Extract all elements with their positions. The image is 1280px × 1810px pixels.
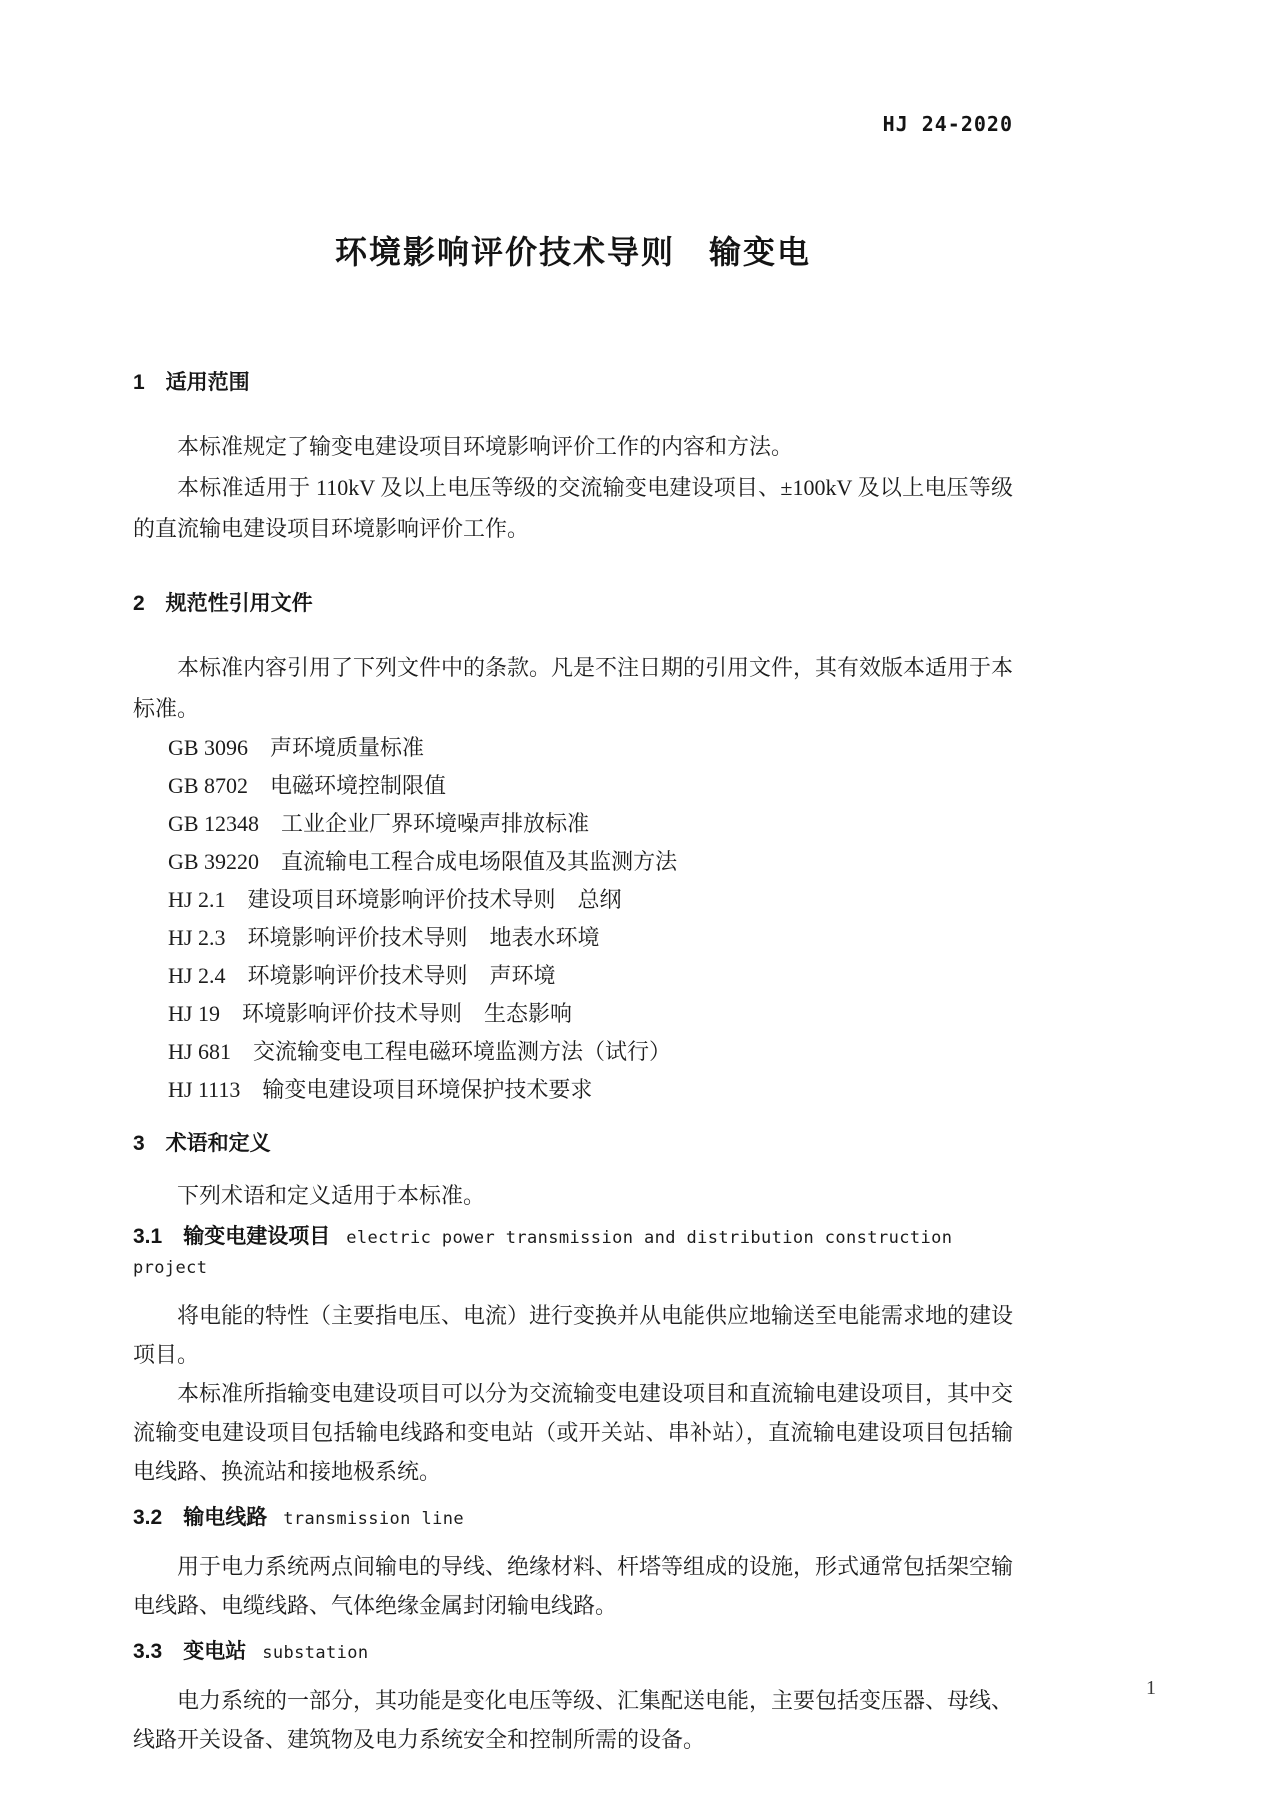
reference-item: GB 3096 声环境质量标准 bbox=[168, 735, 425, 760]
term-title-en: substation bbox=[262, 1643, 369, 1663]
reference-item: HJ 19 环境影响评价技术导则 生态影响 bbox=[168, 1001, 572, 1026]
section-normative-references bbox=[133, 589, 1013, 1109]
document-title: 环境影响评价技术导则 输变电 bbox=[334, 234, 811, 270]
term-definition bbox=[133, 1637, 1013, 1759]
page-number: 1 bbox=[1146, 1677, 1156, 1699]
term-title-zh: 3.3 变电站 bbox=[133, 1640, 247, 1663]
reference-item: HJ 2.1 建设项目环境影响评价技术导则 总纲 bbox=[168, 887, 622, 912]
paragraph: 本标准所指输变电建设项目可以分为交流输变电建设项目和直流输电建设项目，其中交流输变电建设项目包括输电线路和变电站（或开关站、串补站），直流输电建设项目包括输电线路、换流站和接地极系统。 bbox=[133, 1381, 1014, 1484]
reference-item: GB 12348 工业企业厂界环境噪声排放标准 bbox=[168, 811, 590, 836]
paragraph: 下列术语和定义适用于本标准。 bbox=[177, 1183, 486, 1208]
term-definition bbox=[133, 1503, 1013, 1625]
paragraph: 本标准规定了输变电建设项目环境影响评价工作的内容和方法。 bbox=[177, 434, 794, 459]
term-title-en: electric power transmission and distribution construction project bbox=[133, 1228, 953, 1278]
term-definition bbox=[133, 1222, 1013, 1491]
section-scope bbox=[133, 368, 1013, 549]
section-heading: 1 适用范围 bbox=[133, 371, 250, 394]
paragraph: 电力系统的一部分，其功能是变化电压等级、汇集配送电能，主要包括变压器、母线、线路开关设备、建筑物及电力系统安全和控制所需的设备。 bbox=[133, 1688, 1014, 1752]
standard-number: HJ 24-2020 bbox=[882, 112, 1013, 136]
term-heading bbox=[133, 1637, 1013, 1667]
paragraph: 本标准内容引用了下列文件中的条款。凡是不注日期的引用文件，其有效版本适用于本标准。 bbox=[133, 655, 1014, 721]
term-heading bbox=[133, 1222, 1013, 1282]
term-title-en: transmission line bbox=[283, 1509, 464, 1529]
content-area bbox=[133, 0, 1013, 1759]
reference-item: HJ 1113 输变电建设项目环境保护技术要求 bbox=[168, 1077, 593, 1102]
reference-item: GB 8702 电磁环境控制限值 bbox=[168, 773, 447, 798]
reference-item: HJ 681 交流输变电工程电磁环境监测方法（试行） bbox=[168, 1039, 671, 1064]
section-heading: 2 规范性引用文件 bbox=[133, 592, 313, 615]
reference-item: HJ 2.3 环境影响评价技术导则 地表水环境 bbox=[168, 925, 600, 950]
references-list bbox=[133, 729, 1013, 1109]
paragraph: 本标准适用于 110kV 及以上电压等级的交流输变电建设项目、±100kV 及以上电压等级的直流输电建设项目环境影响评价工作。 bbox=[133, 475, 1013, 541]
paragraph: 用于电力系统两点间输电的导线、绝缘材料、杆塔等组成的设施，形式通常包括架空输电线路、电缆线路、气体绝缘金属封闭输电线路。 bbox=[133, 1554, 1014, 1618]
paragraph: 将电能的特性（主要指电压、电流）进行变换并从电能供应地输送至电能需求地的建设项目。 bbox=[133, 1303, 1014, 1367]
term-heading bbox=[133, 1503, 1013, 1533]
section-heading: 3 术语和定义 bbox=[133, 1132, 271, 1155]
term-title-zh: 3.1 输变电建设项目 bbox=[133, 1225, 331, 1248]
section-terms-definitions bbox=[133, 1129, 1013, 1759]
reference-item: GB 39220 直流输电工程合成电场限值及其监测方法 bbox=[168, 849, 678, 874]
term-title-zh: 3.2 输电线路 bbox=[133, 1506, 268, 1529]
reference-item: HJ 2.4 环境影响评价技术导则 声环境 bbox=[168, 963, 556, 988]
